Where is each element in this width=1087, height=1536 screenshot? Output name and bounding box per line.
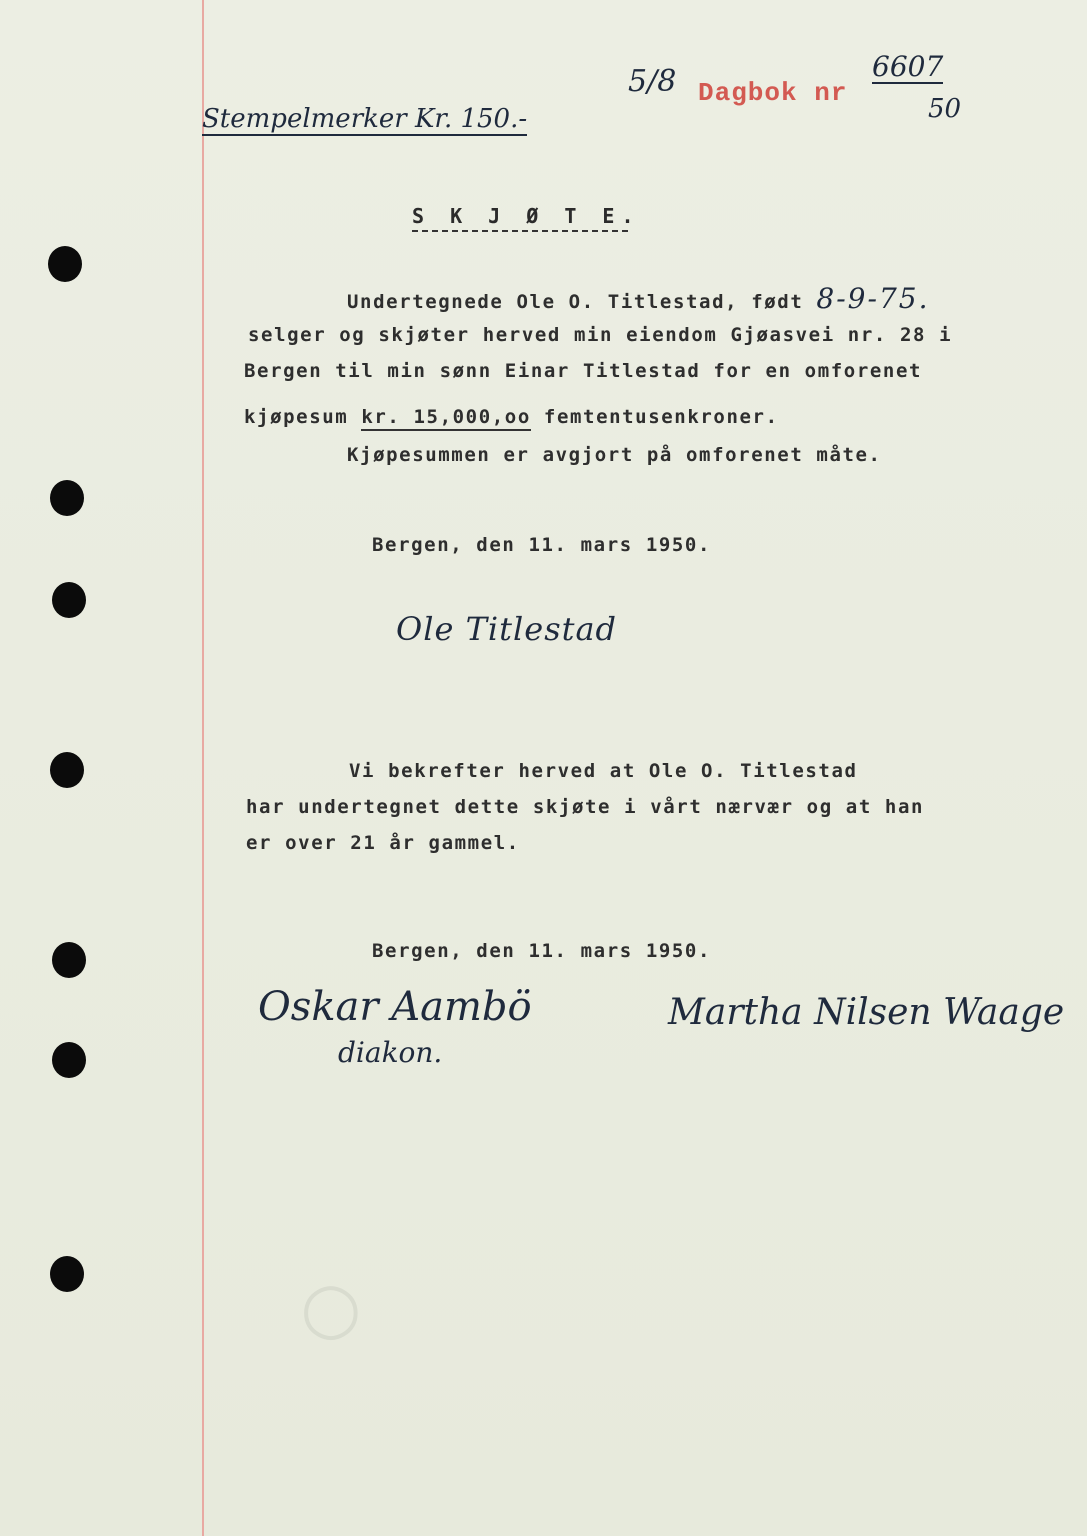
place-date-2: Bergen, den 11. mars 1950. [372, 940, 712, 962]
punch-hole [50, 480, 84, 516]
title-underline [412, 230, 628, 232]
journal-stamp-label: Dagbok nr [698, 78, 848, 108]
punch-hole [52, 942, 86, 978]
stamp-fee-note: Stempelmerker Kr. 150.- [202, 104, 528, 134]
punch-hole [48, 246, 82, 282]
punch-hole [50, 1256, 84, 1292]
place-date-1: Bergen, den 11. mars 1950. [372, 534, 712, 556]
margin-line [202, 0, 204, 1536]
deed-line-1 [347, 282, 930, 315]
paper-watermark: ○ [290, 1272, 372, 1360]
purchase-label: kjøpesum [244, 406, 362, 428]
witness-line-2: har undertegnet dette skjøte i vårt nærvær og at han [246, 796, 925, 818]
deed-line-2: selger og skjøter herved min eiendom Gjøasvei nr. 28 i [248, 324, 953, 346]
deed-line-5: Kjøpesummen er avgjort på omforenet måte. [347, 444, 882, 466]
witness-2-signature: Martha Nilsen Waage [668, 992, 1065, 1033]
purchase-amount-words: femtentusenkroner. [530, 406, 779, 428]
document-title: S K J Ø T E. [412, 204, 641, 228]
punch-hole [52, 1042, 86, 1078]
journal-year: 50 [928, 94, 962, 124]
seller-signature: Ole Titlestad [396, 610, 618, 648]
deed-line-3: Bergen til min sønn Einar Titlestad for en omforenet [244, 360, 923, 382]
punch-hole [52, 582, 86, 618]
punch-hole [50, 752, 84, 788]
witness-line-1: Vi bekrefter herved at Ole O. Titlestad [349, 760, 858, 782]
witness-line-3: er over 21 år gammel. [246, 832, 520, 854]
journal-number: 6607 [872, 50, 944, 83]
deed-line-1-text: Undertegnede Ole O. Titlestad, født [347, 291, 817, 313]
deed-line-4 [244, 406, 779, 428]
purchase-amount: kr. 15,000,oo [361, 406, 531, 431]
date-fraction: 5/8 [628, 64, 677, 99]
witness-1-signature: Oskar Aambö [258, 984, 532, 1030]
witness-1-title: diakon. [338, 1036, 443, 1069]
birth-date-handwritten: 8-9-75. [816, 282, 930, 315]
